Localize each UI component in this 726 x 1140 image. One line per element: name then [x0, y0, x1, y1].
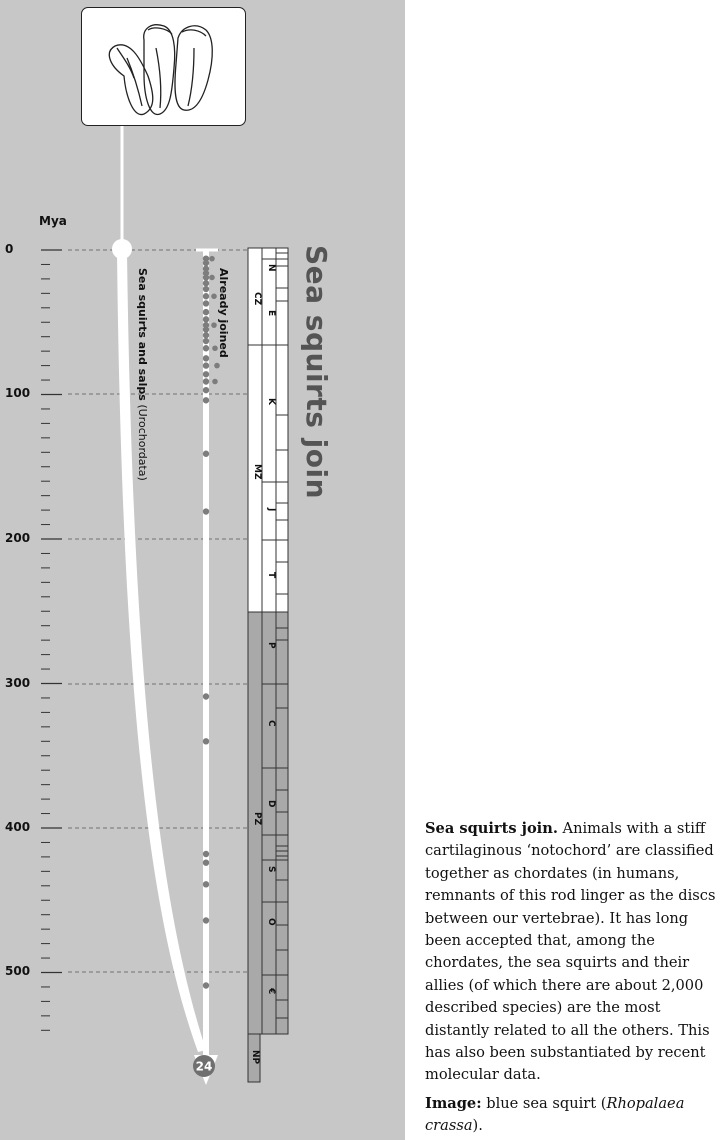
rendezvous-number: 24 [195, 1059, 213, 1074]
image-credit [425, 1093, 721, 1138]
caption-heading: Sea squirts join. [425, 820, 558, 837]
period-label-n: N [266, 264, 276, 272]
period-label-d: D [266, 800, 276, 808]
timescale-ticks [41, 250, 62, 1030]
lineage-dot [203, 738, 209, 744]
tick-label: 500 [5, 964, 31, 978]
caption-body: Animals with a stiff cartilaginous ‘notochord’ are classified together as chordates (in humans, remnants of this rod linger as the discs between our vertebrae). It has long been accepted that, among the chordates, the sea squirts and their allies (of which there are about 2,000 described species) are the most distantly related to all the others. This has also been substantiated by recent molecular data. [425, 820, 716, 1084]
period-label-p: P [266, 642, 276, 649]
image-credit-text: blue sea squirt ( [481, 1094, 607, 1112]
tick-label: 200 [5, 531, 31, 545]
lineage-dot [203, 859, 209, 865]
lineage-start-node [112, 239, 132, 259]
mya-axis-header: Mya [39, 214, 67, 228]
lineage-dot [212, 379, 218, 385]
period-label-j: J [266, 508, 276, 512]
period-label-e: E [266, 310, 276, 317]
image-credit-label: Image: [425, 1094, 482, 1112]
lineage-dot [203, 881, 209, 887]
lineage-dot [203, 309, 209, 315]
era-label-pz: PZ [252, 812, 262, 826]
lineage-dot [203, 280, 209, 286]
lineage-dot [203, 378, 209, 384]
lineage-dot [203, 326, 209, 332]
era-label-cz: CZ [252, 292, 262, 306]
lineage-dot [209, 275, 215, 281]
era-label-np: NP [250, 1050, 260, 1065]
lineage-dot [203, 982, 209, 988]
period-label-k: K [266, 398, 276, 405]
image-credit-species: Rhopalaea crassa [425, 1094, 685, 1135]
lineage-dot [203, 345, 209, 351]
period-label-o: O [266, 918, 276, 926]
lineage-label-bold: Sea squirts and salps [136, 268, 149, 401]
sea-squirt-lineage-arrow [117, 252, 206, 1052]
tick-label: 0 [5, 242, 14, 256]
lineage-dot [203, 387, 209, 393]
period-label-t: T [266, 572, 276, 579]
period-label-s: S [266, 866, 276, 873]
lineage-label [136, 268, 149, 481]
tick-label: 300 [5, 676, 31, 690]
lineage-dot [203, 293, 209, 299]
period-label-c: C [266, 720, 276, 727]
caption-text [425, 818, 721, 1140]
lineage-dot [203, 851, 209, 857]
lineage-dot [203, 451, 209, 457]
lineage-dot [203, 338, 209, 344]
lineage-dot [211, 293, 217, 299]
lineage-dot [203, 316, 209, 322]
lineage-dot [214, 363, 220, 369]
page-title: Sea squirts join [300, 245, 333, 500]
lineage-dot [203, 371, 209, 377]
sea-squirt-image [81, 7, 246, 126]
lineage-dot [203, 355, 209, 361]
lineage-dot [203, 362, 209, 368]
caption-paragraph [425, 818, 721, 1087]
lineage-dot [211, 322, 217, 328]
lineage-dot [203, 286, 209, 292]
lineage-dot [209, 256, 215, 262]
lineage-label-rest: (Urochordata) [136, 400, 149, 481]
period-label-cambrian: € [266, 988, 276, 995]
lineage-dot [203, 508, 209, 514]
tick-label: 100 [5, 386, 31, 400]
lineage-dot [203, 260, 209, 266]
already-joined-label: Already joined [217, 268, 230, 358]
lineage-dot [203, 300, 209, 306]
lineage-dot [203, 332, 209, 338]
geologic-timescale [248, 248, 288, 1082]
tick-label: 400 [5, 820, 31, 834]
lineage-dot [203, 693, 209, 699]
image-credit-end: ). [472, 1117, 483, 1135]
lineage-dot [203, 917, 209, 923]
lineage-dot [203, 274, 209, 280]
era-label-mz: MZ [252, 464, 262, 480]
lineage-dot [203, 397, 209, 403]
sea-squirt-drawing [82, 8, 247, 127]
